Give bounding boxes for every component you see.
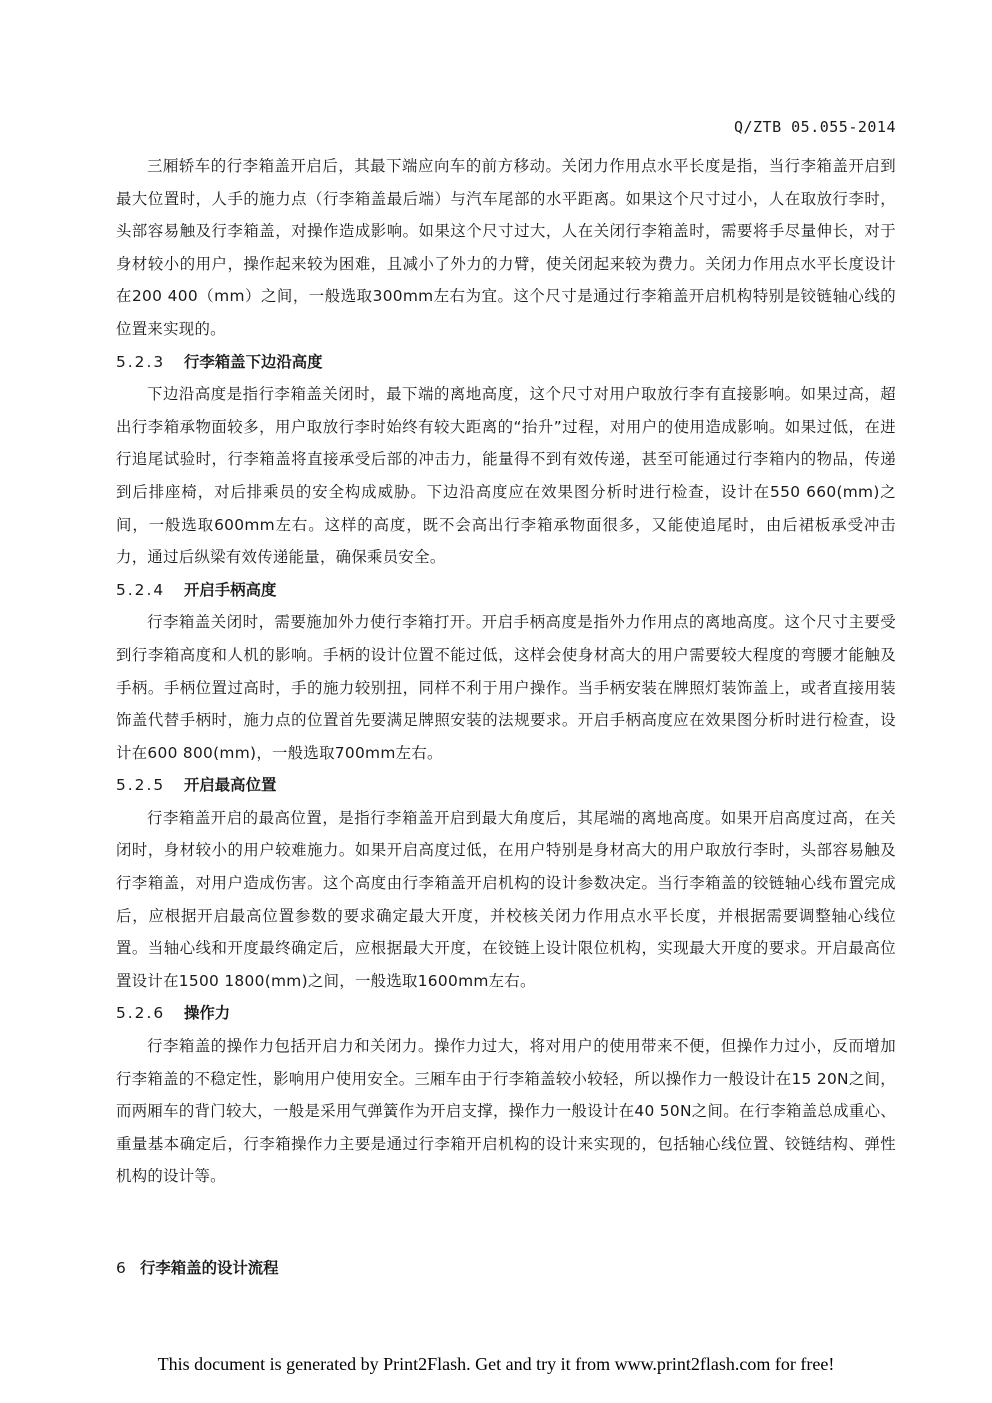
paragraph-max-open-position: 行李箱盖开启的最高位置，是指行李箱盖开启到最大角度后，其尾端的离地高度。如果开启高度过高，在关闭时，身材较小的用户较难施力。如果开启高度过低，在用户特别是身材高大的用户取放行李时，头部容易触及行李箱盖，对用户造成伤害。这个高度由行李箱盖开启机构的设计参数决定。当行李箱盖的铰链轴心线布置完成后，应根据开启最高位置参数的要求确定最大开度，并校核关闭力作用点水平长度，并根据需要调整轴心线位置。当轴心线和开度最终确定后，应根据最大开度，在铰链上设计限位机构，实现最大开度的要求。开启最高位置设计在1500 1800(mm)之间，一般选取1600mm左右。 — [116, 808, 896, 990]
section-title: 操作力 — [184, 1004, 231, 1023]
section-number: 5.2.6 — [116, 1004, 166, 1023]
section-heading-5-2-3 — [116, 346, 896, 379]
section-heading-5-2-4 — [116, 574, 896, 607]
section-heading-5-2-6 — [116, 997, 896, 1030]
paragraph-lower-edge-height: 下边沿高度是指行李箱盖关闭时，最下端的离地高度，这个尺寸对用户取放行李有直接影响。如果过高，超出行李箱承物面较多，用户取放行李时始终有较大距离的“抬升”过程，对用户的使用造成影响。如果过低，在进行追尾试验时，行李箱盖将直接承受后部的冲击力，能量得不到有效传递，甚至可能通过行李箱内的物品，传递到后排座椅，对后排乘员的安全构成威胁。下边沿高度应在效果图分析时进行检查，设计在550 660(mm)之间，一般选取600mm左右。这样的高度，既不会高出行李箱承物面很多，又能使追尾时，由后裙板承受冲击力，通过后纵梁有效传递能量，确保乘员安全。 — [116, 385, 896, 567]
paragraph-operating-force: 行李箱盖的操作力包括开启力和关闭力。操作力过大，将对用户的使用带来不便，但操作力过小，反而增加行李箱盖的不稳定性，影响用户使用安全。三厢车由于行李箱盖较小较轻，所以操作力一般设计在15 20N之间，而两厢车的背门较大，一般是采用气弹簧作为开启支撑，操作力一般设计在40 50N之间。在行李箱盖总成重心、重量基本确定后，行李箱操作力主要是通过行李箱开启机构的设计来实现的，包括轴心线位置、铰链结构、弹性机构的设计等。 — [116, 1037, 896, 1186]
section-number: 5.2.5 — [116, 776, 166, 795]
chapter-heading-6 — [116, 1256, 279, 1278]
section-number: 5.2.3 — [116, 352, 166, 371]
chapter-title: 行李箱盖的设计流程 — [140, 1259, 279, 1277]
section-title: 开启手柄高度 — [184, 580, 277, 599]
section-title: 行李箱盖下边沿高度 — [184, 352, 323, 371]
document-code: Q/ZTB 05.055-2014 — [733, 118, 896, 136]
document-body — [116, 150, 896, 1193]
paragraph-closing-force-length: 三厢轿车的行李箱盖开启后，其最下端应向车的前方移动。关闭力作用点水平长度是指，当行李箱盖开启到最大位置时，人手的施力点（行李箱盖最后端）与汽车尾部的水平距离。如果这个尺寸过小，人在取放行李时，头部容易触及行李箱盖，对操作造成影响。如果这个尺寸过大，人在关闭行李箱盖时，需要将手尽量伸长，对于身材较小的用户，操作起来较为困难，且减小了外力的力臂，使关闭起来较为费力。关闭力作用点水平长度设计在200 400（mm）之间，一般选取300mm左右为宜。这个尺寸是通过行李箱盖开启机构特别是铰链轴心线的位置来实现的。 — [116, 157, 896, 338]
chapter-number: 6 — [116, 1259, 126, 1277]
section-heading-5-2-5 — [116, 769, 896, 802]
generator-footer: This document is generated by Print2Flash. Get and try it from www.print2flash.com for free! — [157, 1354, 835, 1374]
paragraph-handle-height: 行李箱盖关闭时，需要施加外力使行李箱打开。开启手柄高度是指外力作用点的离地高度。这个尺寸主要受到行李箱高度和人机的影响。手柄的设计位置不能过低，这样会使身材高大的用户需要较大程度的弯腰才能触及手柄。手柄位置过高时，手的施力较别扭，同样不利于用户操作。当手柄安装在牌照灯装饰盖上，或者直接用装饰盖代替手柄时，施力点的位置首先要满足牌照安装的法规要求。开启手柄高度应在效果图分析时进行检查，设计在600 800(mm)，一般选取700mm左右。 — [116, 613, 896, 762]
section-title: 开启最高位置 — [184, 776, 277, 795]
section-number: 5.2.4 — [116, 580, 166, 599]
